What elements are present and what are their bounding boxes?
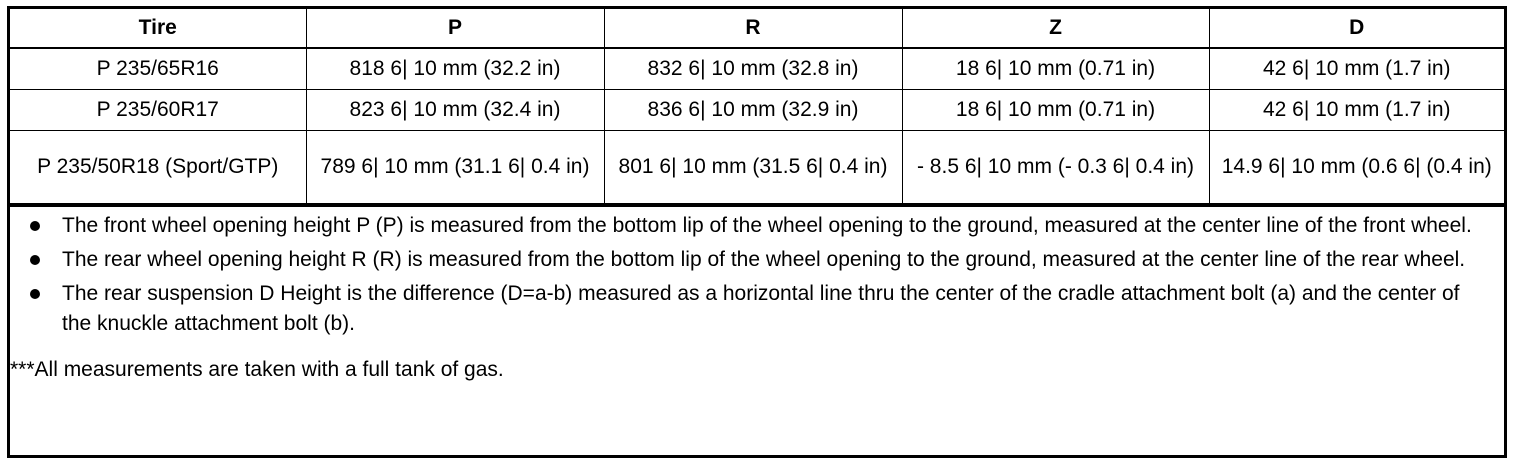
tire-height-table bbox=[10, 9, 1504, 204]
header-d: D bbox=[1209, 9, 1504, 48]
spec-table-frame bbox=[7, 6, 1507, 458]
note-text: The front wheel opening height P (P) is measured from the bottom lip of the wheel opening to the ground, measured at the center line of the front wheel. bbox=[62, 214, 1472, 237]
cell-z: 18 6| 10 mm (0.71 in) bbox=[902, 48, 1209, 90]
cell-z: 18 6| 10 mm (0.71 in) bbox=[902, 90, 1209, 131]
notes-section bbox=[10, 204, 1504, 383]
cell-tire: P 235/60R17 bbox=[10, 90, 306, 131]
header-row bbox=[10, 9, 1504, 48]
header-tire: Tire bbox=[10, 9, 306, 48]
notes-list bbox=[10, 211, 1494, 339]
footnote: ***All measurements are taken with a full tank of gas. bbox=[10, 358, 504, 381]
cell-d: 42 6| 10 mm (1.7 in) bbox=[1209, 90, 1504, 131]
cell-r: 832 6| 10 mm (32.8 in) bbox=[604, 48, 902, 90]
table-row bbox=[10, 90, 1504, 131]
cell-tire: P 235/50R18 (Sport/GTP) bbox=[10, 131, 306, 204]
header-r: R bbox=[604, 9, 902, 48]
cell-p: 823 6| 10 mm (32.4 in) bbox=[306, 90, 604, 131]
cell-p: 818 6| 10 mm (32.2 in) bbox=[306, 48, 604, 90]
table-row bbox=[10, 48, 1504, 90]
cell-r: 836 6| 10 mm (32.9 in) bbox=[604, 90, 902, 131]
note-item bbox=[10, 279, 1494, 339]
cell-tire: P 235/65R16 bbox=[10, 48, 306, 90]
note-item bbox=[10, 211, 1494, 241]
note-text: The rear suspension D Height is the difference (D=a-b) measured as a horizontal line thru the center of the cradle attachment bolt (a) and the center of the knuckle attachment bolt (b). bbox=[62, 282, 1460, 335]
bullet-icon bbox=[30, 221, 40, 231]
header-z: Z bbox=[902, 9, 1209, 48]
note-text: The rear wheel opening height R (R) is measured from the bottom lip of the wheel opening to the ground, measured at the center line of the rear wheel. bbox=[62, 248, 1466, 271]
note-item bbox=[10, 245, 1494, 275]
bullet-icon bbox=[30, 289, 40, 299]
cell-d: 42 6| 10 mm (1.7 in) bbox=[1209, 48, 1504, 90]
cell-r: 801 6| 10 mm (31.5 6| 0.4 in) bbox=[604, 131, 902, 204]
cell-p: 789 6| 10 mm (31.1 6| 0.4 in) bbox=[306, 131, 604, 204]
bullet-icon bbox=[30, 255, 40, 265]
cell-z: - 8.5 6| 10 mm (- 0.3 6| 0.4 in) bbox=[902, 131, 1209, 204]
cell-d: 14.9 6| 10 mm (0.6 6| (0.4 in) bbox=[1209, 131, 1504, 204]
table-row bbox=[10, 131, 1504, 204]
header-p: P bbox=[306, 9, 604, 48]
